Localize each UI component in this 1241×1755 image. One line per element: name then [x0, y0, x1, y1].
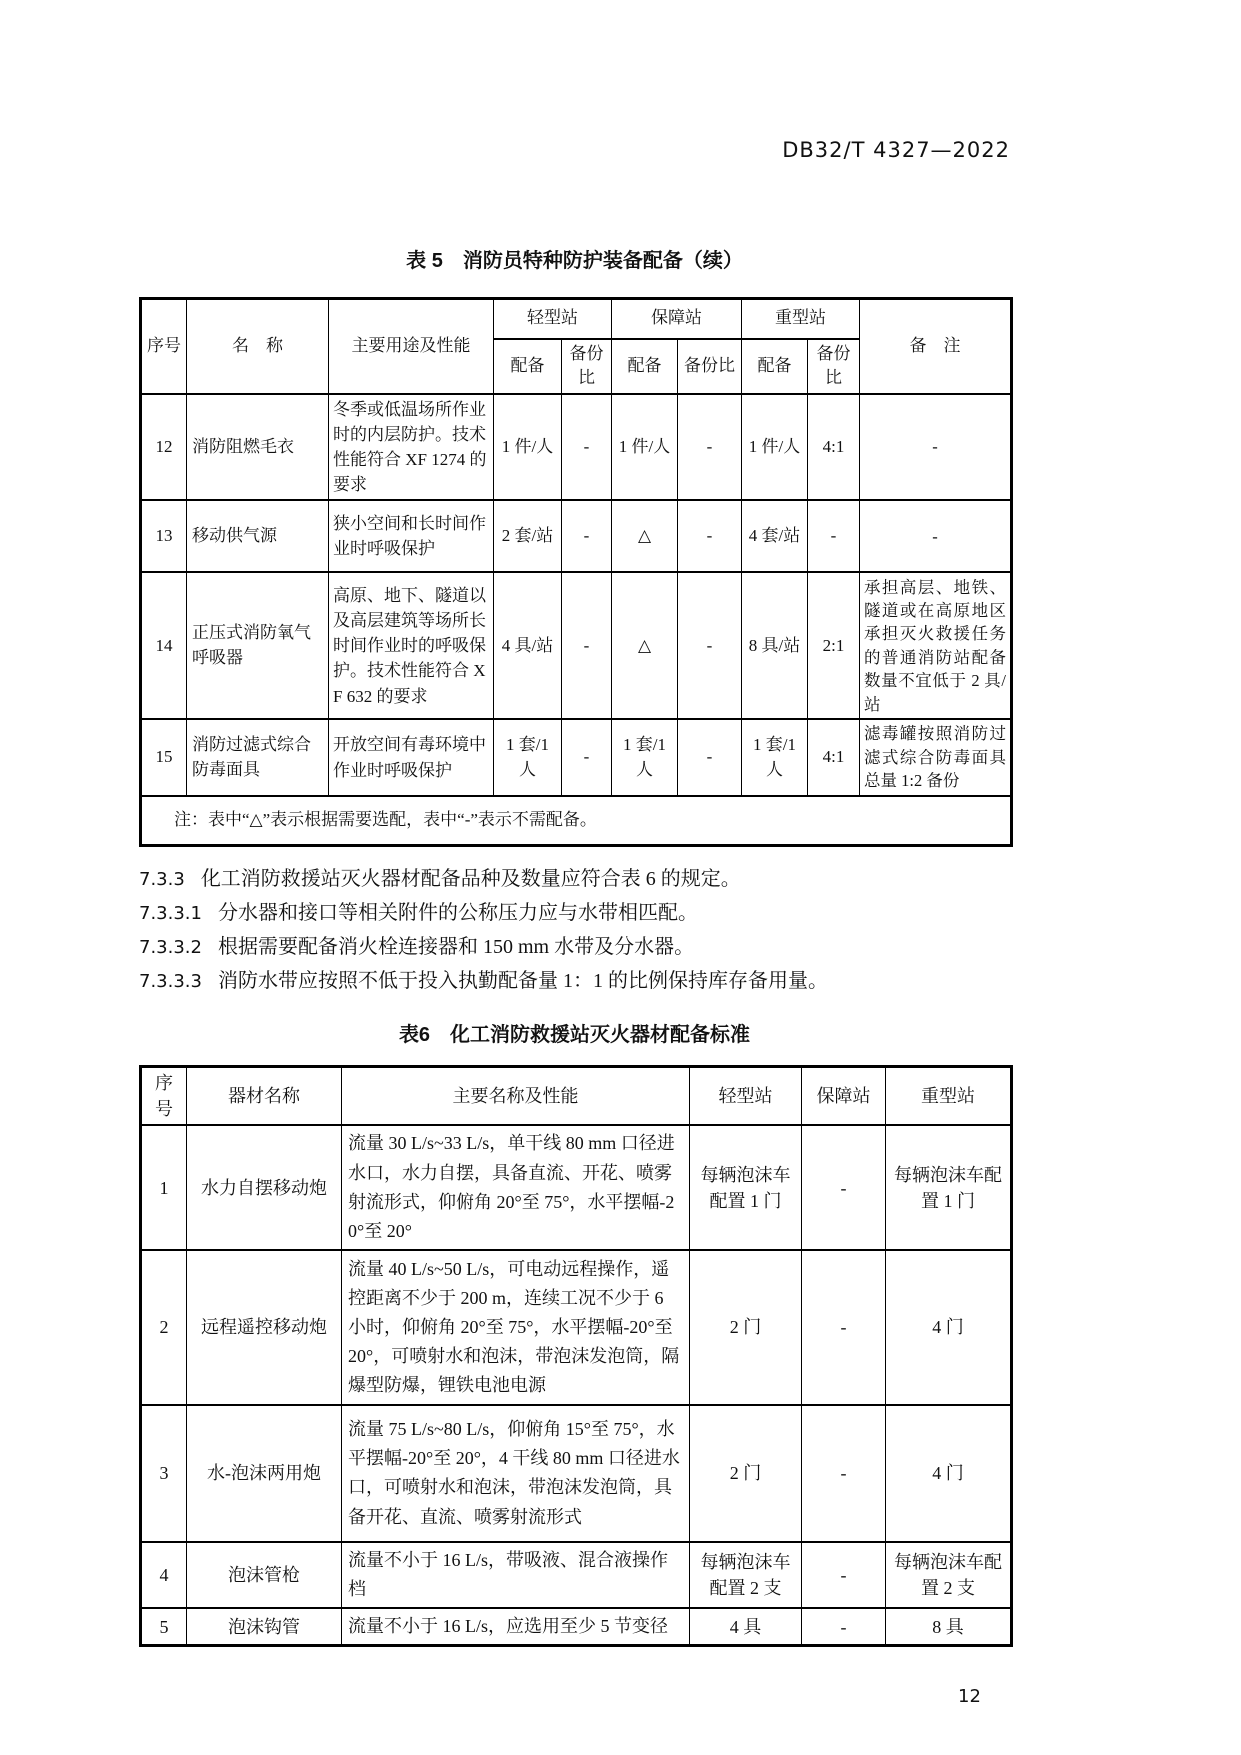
- cell-remark: 滤毒罐按照消防过滤式综合防毒面具总量 1:2 备份: [860, 719, 1012, 795]
- col-header-support-station: 保障站: [612, 299, 742, 339]
- cell-heavy-backup: 4:1: [808, 394, 860, 501]
- table5-title: 表 5 消防员特种防护装备配备（续）: [406, 250, 743, 272]
- page-content: [139, 138, 1010, 1647]
- col-header-performance: 主要名称及性能: [342, 1067, 690, 1126]
- table-row: [141, 1405, 1012, 1542]
- col-header-seq: 序号: [141, 299, 187, 394]
- cell-name: 泡沫钩管: [187, 1608, 342, 1646]
- cell-heavy-backup: -: [808, 500, 860, 572]
- table-row: [141, 719, 1012, 795]
- table6-header-row: [141, 1067, 1012, 1126]
- table5: [139, 297, 1013, 847]
- cell-support: -: [802, 1608, 886, 1646]
- col-header-remark: 备 注: [860, 299, 1012, 394]
- col-header-support-station: 保障站: [802, 1067, 886, 1126]
- cell-remark: -: [860, 500, 1012, 572]
- cell-performance: 流量 40 L/s~50 L/s，可电动远程操作，遥控距离不少于 200 m，连续工况不少于 6 小时，仰俯角 20°至 75°，水平摆幅-20°至 20°，可喷射水和泡沫，带泡沫发泡筒，隔爆型防爆，锂铁电池电源: [342, 1250, 690, 1405]
- table-row: [141, 1542, 1012, 1608]
- clause-7-3-3-2: [139, 935, 1010, 960]
- col-header-light-station: 轻型站: [494, 299, 612, 339]
- col-header-heavy-station: 重型站: [742, 299, 860, 339]
- cell-light: 每辆泡沫车配置 1 门: [690, 1125, 802, 1250]
- cell-light-equip: 1 件/人: [494, 394, 562, 501]
- cell-name: 水力自摆移动炮: [187, 1125, 342, 1250]
- cell-support-equip: 1 套/1 人: [612, 719, 678, 795]
- cell-seq: 5: [141, 1608, 187, 1646]
- cell-usage: 开放空间有毒环境中作业时呼吸保护: [329, 719, 494, 795]
- cell-heavy-equip: 4 套/站: [742, 500, 808, 572]
- cell-name: 移动供气源: [187, 500, 329, 572]
- table5-note-row: [141, 796, 1012, 846]
- cell-seq: 15: [141, 719, 187, 795]
- table-row: [141, 1608, 1012, 1646]
- cell-heavy: 每辆泡沫车配置 2 支: [886, 1542, 1012, 1608]
- clause-text: 分水器和接口等相关附件的公称压力应与水带相匹配。: [217, 902, 698, 925]
- col-header-usage: 主要用途及性能: [329, 299, 494, 394]
- col-header-backup: 备份比: [678, 339, 742, 394]
- cell-performance: 流量不小于 16 L/s，应选用至少 5 节变径: [342, 1608, 690, 1646]
- cell-name: 正压式消防氧气呼吸器: [187, 572, 329, 719]
- cell-heavy: 4 门: [886, 1405, 1012, 1542]
- cell-seq: 3: [141, 1405, 187, 1542]
- cell-light-equip: 1 套/1 人: [494, 719, 562, 795]
- cell-heavy-equip: 8 具/站: [742, 572, 808, 719]
- cell-light-backup: -: [562, 572, 612, 719]
- clause-number: 7.3.3.1: [139, 903, 202, 925]
- col-header-backup: 备份比: [808, 339, 860, 394]
- cell-seq: 12: [141, 394, 187, 501]
- clause-number: 7.3.3: [139, 869, 185, 891]
- cell-performance: 流量 75 L/s~80 L/s，仰俯角 15°至 75°，水平摆幅-20°至 20°，4 干线 80 mm 口径进水口，可喷射水和泡沫，带泡沫发泡筒，具备开花、直流、喷雾射流形式: [342, 1405, 690, 1542]
- cell-performance: 流量 30 L/s~33 L/s，单干线 80 mm 口径进水口，水力自摆，具备直流、开花、喷雾射流形式，仰俯角 20°至 75°，水平摆幅-20°至 20°: [342, 1125, 690, 1250]
- cell-light: 2 门: [690, 1250, 802, 1405]
- cell-seq: 2: [141, 1250, 187, 1405]
- table-row: [141, 572, 1012, 719]
- cell-light-backup: -: [562, 500, 612, 572]
- cell-support-backup: -: [678, 719, 742, 795]
- col-header-backup: 备份比: [562, 339, 612, 394]
- cell-support-equip: 1 件/人: [612, 394, 678, 501]
- clause-7-3-3: [139, 867, 1010, 892]
- col-header-equip: 配备: [742, 339, 808, 394]
- cell-performance: 流量不小于 16 L/s，带吸液、混合液操作档: [342, 1542, 690, 1608]
- table5-header-row1: [141, 299, 1012, 339]
- clause-7-3-3-1: [139, 901, 1010, 926]
- table-row: [141, 500, 1012, 572]
- cell-seq: 1: [141, 1125, 187, 1250]
- cell-light-equip: 2 套/站: [494, 500, 562, 572]
- cell-name: 消防过滤式综合防毒面具: [187, 719, 329, 795]
- cell-seq: 14: [141, 572, 187, 719]
- cell-heavy: 4 门: [886, 1250, 1012, 1405]
- cell-support-equip: △: [612, 500, 678, 572]
- table5-note: 注：表中“△”表示根据需要选配，表中“-”表示不需配备。: [141, 796, 1012, 846]
- cell-heavy-backup: 4:1: [808, 719, 860, 795]
- cell-heavy-equip: 1 件/人: [742, 394, 808, 501]
- cell-light: 每辆泡沫车配置 2 支: [690, 1542, 802, 1608]
- cell-light-equip: 4 具/站: [494, 572, 562, 719]
- cell-heavy: 每辆泡沫车配置 1 门: [886, 1125, 1012, 1250]
- clause-number: 7.3.3.2: [139, 937, 202, 959]
- cell-name: 水-泡沫两用炮: [187, 1405, 342, 1542]
- col-header-equipment-name: 器材名称: [187, 1067, 342, 1126]
- cell-remark: -: [860, 394, 1012, 501]
- cell-name: 远程遥控移动炮: [187, 1250, 342, 1405]
- clause-text: 根据需要配备消火栓连接器和 150 mm 水带及分水器。: [217, 936, 695, 959]
- table6: [139, 1065, 1013, 1647]
- cell-name: 消防阻燃毛衣: [187, 394, 329, 501]
- cell-light-backup: -: [562, 719, 612, 795]
- cell-usage: 高原、地下、隧道以及高层建筑等场所长时间作业时的呼吸保护。技术性能符合 XF 632 的要求: [329, 572, 494, 719]
- cell-remark: 承担高层、地铁、隧道或在高原地区承担灭火救援任务的普通消防站配备数量不宜低于 2 具/站: [860, 572, 1012, 719]
- col-header-equip: 配备: [494, 339, 562, 394]
- clause-7-3-3-3: [139, 969, 1010, 994]
- col-header-equip: 配备: [612, 339, 678, 394]
- cell-support: -: [802, 1405, 886, 1542]
- table6-title: 表6 化工消防救援站灭火器材配备标准: [398, 1024, 751, 1047]
- cell-heavy-equip: 1 套/1 人: [742, 719, 808, 795]
- cell-usage: 狭小空间和长时间作业时呼吸保护: [329, 500, 494, 572]
- cell-name: 泡沫管枪: [187, 1542, 342, 1608]
- table-row: [141, 1250, 1012, 1405]
- cell-light-backup: -: [562, 394, 612, 501]
- col-header-light-station: 轻型站: [690, 1067, 802, 1126]
- cell-light: 4 具: [690, 1608, 802, 1646]
- col-header-name: 名 称: [187, 299, 329, 394]
- clause-text: 消防水带应按照不低于投入执勤配备量 1：1 的比例保持库存备用量。: [217, 970, 828, 993]
- doc-number: DB32/T 4327—2022: [782, 138, 1010, 162]
- cell-seq: 13: [141, 500, 187, 572]
- cell-support-equip: △: [612, 572, 678, 719]
- page-number: 12: [958, 1686, 981, 1707]
- cell-support-backup: -: [678, 500, 742, 572]
- cell-support-backup: -: [678, 572, 742, 719]
- cell-seq: 4: [141, 1542, 187, 1608]
- clause-text: 化工消防救援站灭火器材配备品种及数量应符合表 6 的规定。: [200, 868, 741, 891]
- cell-heavy-backup: 2:1: [808, 572, 860, 719]
- cell-heavy: 8 具: [886, 1608, 1012, 1646]
- col-header-seq: 序号: [141, 1067, 187, 1126]
- cell-support-backup: -: [678, 394, 742, 501]
- table-row: [141, 394, 1012, 501]
- clauses: [139, 867, 1010, 994]
- cell-usage: 冬季或低温场所作业时的内层防护。技术性能符合 XF 1274 的要求: [329, 394, 494, 501]
- col-header-heavy-station: 重型站: [886, 1067, 1012, 1126]
- clause-number: 7.3.3.3: [139, 971, 202, 993]
- table-row: [141, 1125, 1012, 1250]
- cell-light: 2 门: [690, 1405, 802, 1542]
- cell-support: -: [802, 1250, 886, 1405]
- cell-support: -: [802, 1542, 886, 1608]
- cell-support: -: [802, 1125, 886, 1250]
